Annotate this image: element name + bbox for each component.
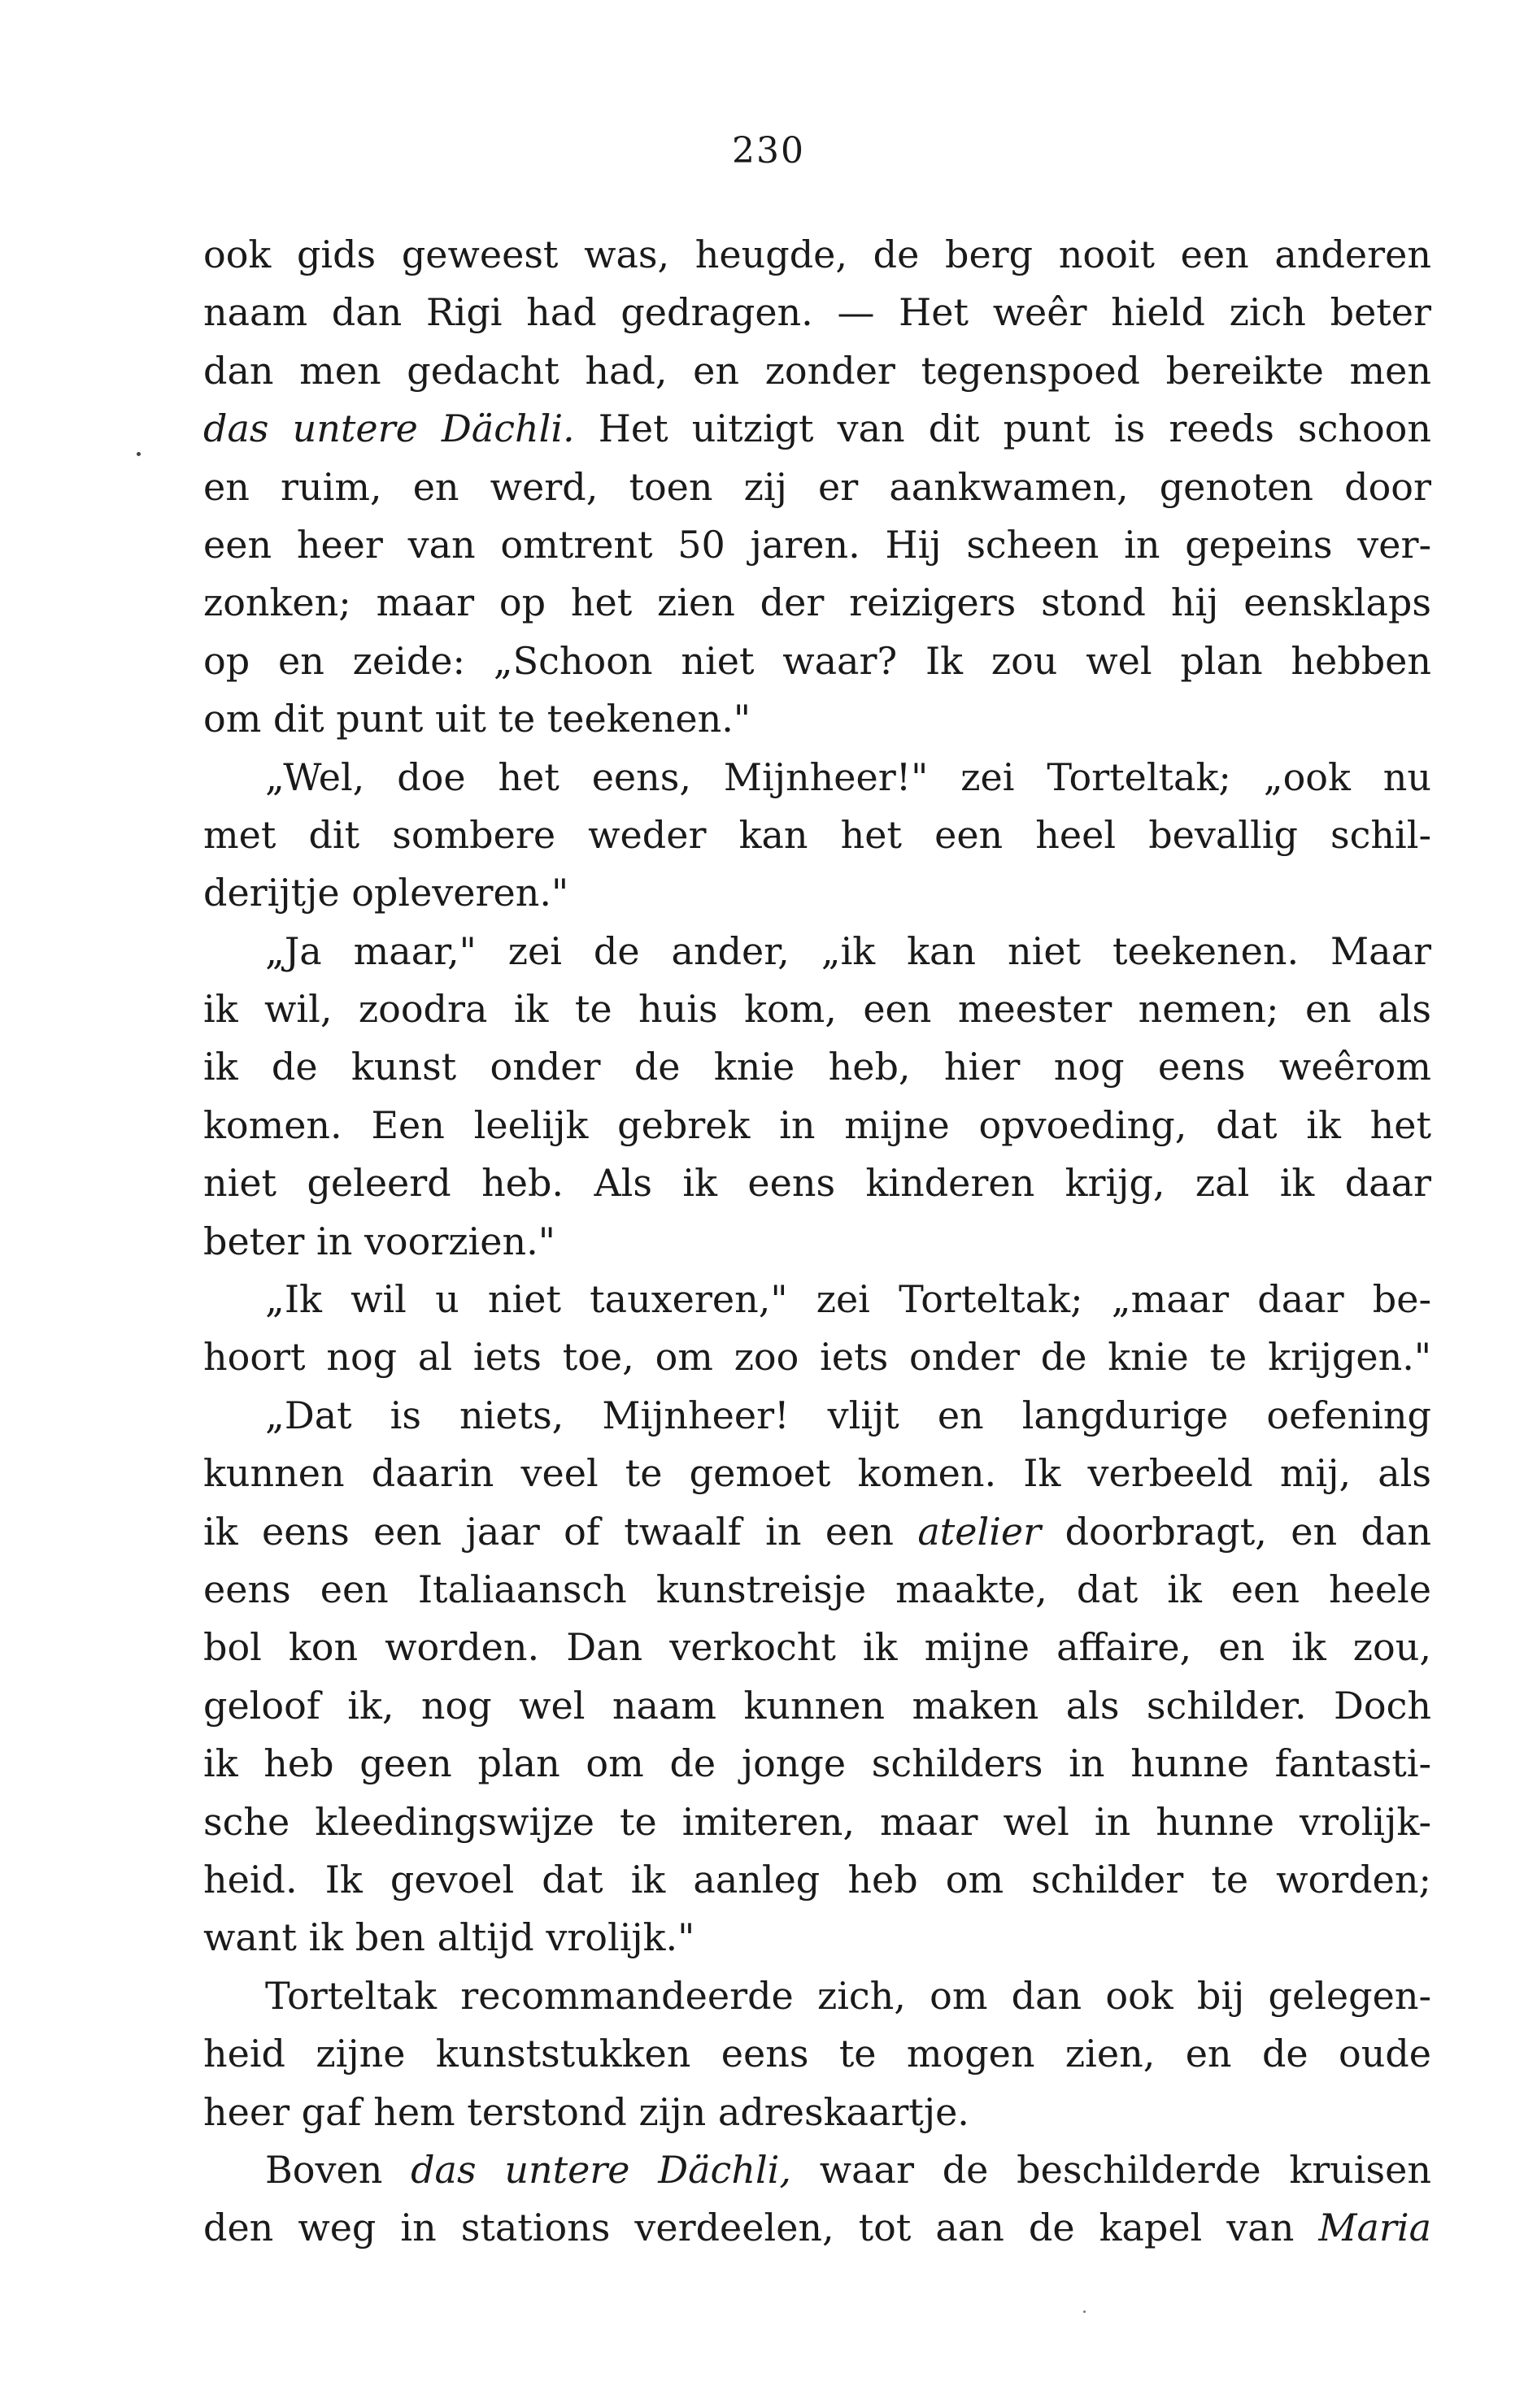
body-text — [203, 226, 1431, 2258]
text-line: beter in voorzien." — [203, 1219, 555, 1263]
text-line: niet geleerd heb. Als ik eens kinderen krijg, zal ik daar — [203, 1161, 1431, 1206]
text-line: heid zijne kunststukken eens te mogen zien, en de oude — [203, 2032, 1431, 2076]
text-line — [203, 2141, 1431, 2199]
italic-phrase: Maria — [1318, 2206, 1431, 2250]
text-line — [203, 2199, 1431, 2257]
text-line: en ruim, en werd, toen zij er aankwamen, genoten door — [203, 464, 1431, 509]
text-line: ik de kunst onder de knie heb, hier nog eens weêrom — [203, 1045, 1431, 1089]
text-line: ook gids geweest was, heugde, de berg nooit een anderen — [203, 233, 1431, 276]
text-line — [203, 400, 1431, 458]
italic-phrase: das untere Dächli, — [411, 2147, 791, 2192]
text-line: om dit punt uit te teekenen." — [203, 697, 751, 741]
text-span: ik eens een jaar of twaalf in een — [203, 1509, 918, 1554]
italic-phrase: das untere Dächli. — [203, 406, 575, 451]
margin-mark — [137, 452, 141, 456]
text-span: Boven — [265, 2147, 411, 2192]
text-line: hoort nog al iets toe, om zoo iets onder de knie te krijgen." — [203, 1335, 1431, 1380]
text-line: kunnen daarin veel te gemoet komen. Ik verbeeld mij, als — [203, 1451, 1431, 1496]
text-span: den weg in stations verdeelen, tot aan de kapel van — [203, 2206, 1319, 2250]
text-line: ik wil, zoodra ik te huis kom, een meester nemen; en als — [203, 987, 1431, 1032]
page-number: 230 — [732, 130, 805, 172]
text-line: naam dan Rigi had gedragen. — Het weêr hield zich beter — [203, 290, 1431, 335]
text-line: „Wel, doe het eens, Mijnheer!" zei Torteltak; „ook nu — [265, 754, 1431, 799]
text-line: Torteltak recommandeerde zich, om dan ook bij gelegen- — [265, 1973, 1431, 2018]
text-line: „Ik wil u niet tauxeren," zei Torteltak; „maar daar be- — [265, 1277, 1431, 1322]
text-line: derijtje opleveren." — [203, 871, 569, 915]
text-line: eens een Italiaansch kunstreisje maakte, dat ik een heele — [203, 1567, 1431, 1611]
text-line: „Ja maar," zei de ander, „ik kan niet teekenen. Maar — [265, 928, 1431, 973]
margin-mark — [1083, 2310, 1086, 2313]
text-line — [203, 1503, 1431, 1561]
text-line: heid. Ik gevoel dat ik aanleg heb om schilder te worden; — [203, 1857, 1431, 1902]
text-line: met dit sombere weder kan het een heel bevallig schil- — [203, 812, 1431, 857]
text-line: „Dat is niets, Mijnheer! vlijt en langdurige oefening — [265, 1393, 1431, 1437]
text-line: een heer van omtrent 50 jaren. Hij scheen in gepeins ver- — [203, 522, 1431, 567]
text-line: sche kleedingswijze te imiteren, maar wel in hunne vrolijk- — [203, 1799, 1431, 1844]
text-span: waar de beschilderde kruisen — [791, 2147, 1431, 2192]
italic-phrase: atelier — [917, 1509, 1042, 1554]
text-line: ik heb geen plan om de jonge schilders in hunne fantasti- — [203, 1741, 1431, 1786]
text-line: bol kon worden. Dan verkocht ik mijne affaire, en ik zou, — [203, 1625, 1431, 1670]
text-line: dan men gedacht had, en zonder tegenspoed bereikte men — [203, 348, 1431, 393]
text-line: komen. Een leelijk gebrek in mijne opvoeding, dat ik het — [203, 1102, 1431, 1147]
text-line: heer gaf hem terstond zijn adreskaartje. — [203, 2089, 969, 2134]
text-line: geloof ik, nog wel naam kunnen maken als schilder. Doch — [203, 1683, 1431, 1728]
text-span: doorbragt, en dan — [1041, 1509, 1431, 1554]
text-line: op en zeide: „Schoon niet waar? Ik zou wel plan hebben — [203, 638, 1431, 683]
text-span: Het uitzigt van dit punt is reeds schoon — [574, 406, 1431, 451]
text-line: want ik ben altijd vrolijk." — [203, 1915, 695, 1960]
text-line: zonken; maar op het zien der reizigers stond hij eensklaps — [203, 580, 1431, 625]
